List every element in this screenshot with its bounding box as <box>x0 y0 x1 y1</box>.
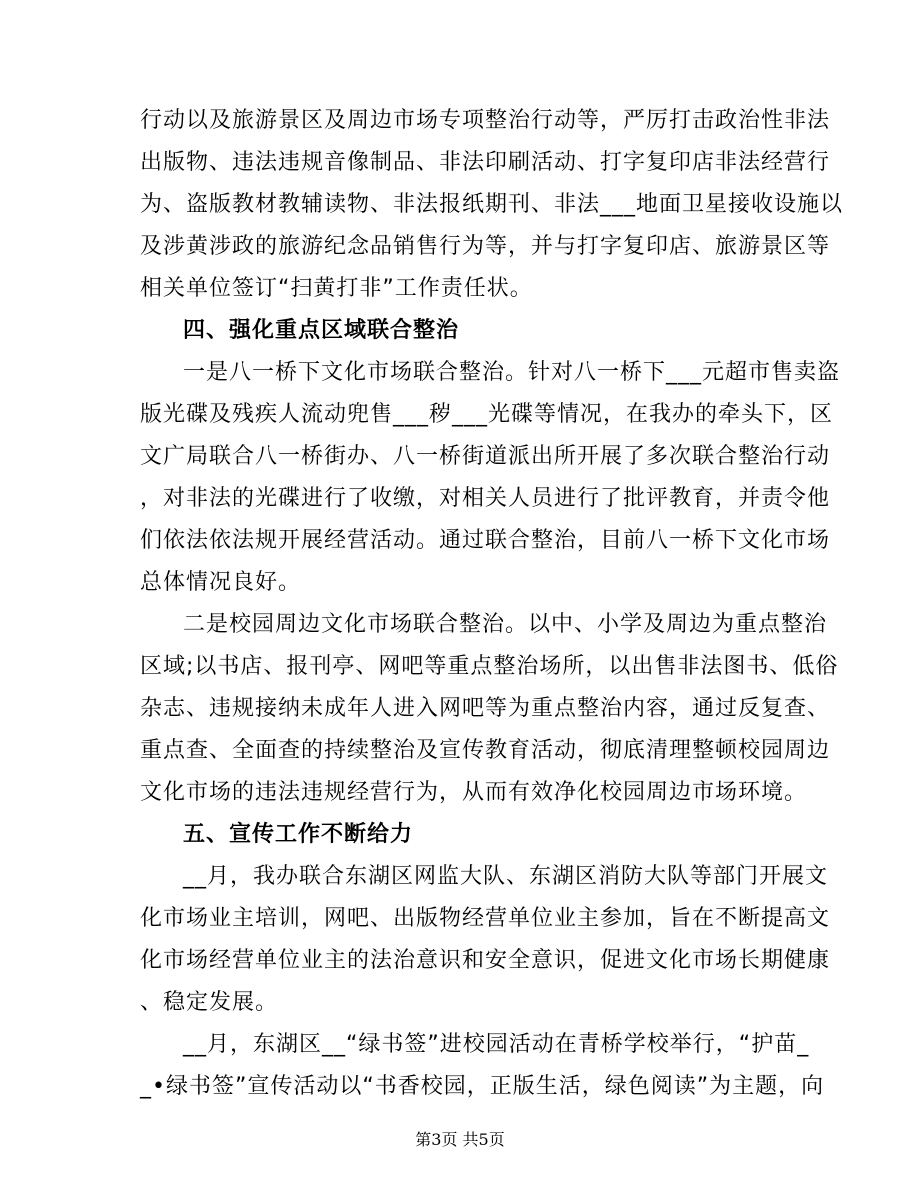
body-text-line: 重点查、全面查的持续整治及宣传教育活动，彻底清理整顿校园周边 <box>140 738 831 763</box>
body-text-line: 化市场业主培训，网吧、出版物经营单位业主参加，旨在不断提高文 <box>140 906 831 931</box>
body-text-line: 版光碟及残疾人流动兜售___秽___光碟等情况，在我办的牵头下，区 <box>140 402 834 427</box>
body-text-line: 、稳定发展。 <box>140 990 279 1015</box>
section-heading: 四、强化重点区域联合整治 <box>183 318 460 343</box>
body-text-line: 总体情况良好。 <box>140 570 302 595</box>
section-heading: 五、宣传工作不断给力 <box>183 822 414 847</box>
body-text-line: 杂志、违规接纳未成年人进入网吧等为重点整治内容，通过反复查、 <box>140 696 831 721</box>
body-text-line: 行动以及旅游景区及周边市场专项整治行动等，严厉打击政治性非法 <box>140 108 831 133</box>
page-number-footer: 第3页 共5页 <box>415 1130 505 1149</box>
body-text-line: 们依法依法规开展经营活动。通过联合整治，目前八一桥下文化市场 <box>140 528 831 553</box>
body-text-line: __月，东湖区__“绿书签”进校园活动在青桥学校举行，“护苗_ <box>183 1032 810 1057</box>
body-text-line: 文广局联合八一桥街办、八一桥街道派出所开展了多次联合整治行动 <box>140 444 831 469</box>
body-text-line: 相关单位签订“扫黄打非”工作责任状。 <box>140 276 533 301</box>
body-text-line: 文化市场的违法违规经营行为，从而有效净化校园周边市场环境。 <box>140 780 808 805</box>
body-text-line: 二是校园周边文化市场联合整治。以中、小学及周边为重点整治 <box>183 612 828 637</box>
body-text-line: _•绿书签”宣传活动以“书香校园，正版生活，绿色阅读”为主题，向 <box>140 1074 825 1099</box>
body-text-line: 区域;以书店、报刊亭、网吧等重点整治场所，以出售非法图书、低俗 <box>140 654 839 679</box>
body-text-line: __月，我办联合东湖区网监大队、东湖区消防大队等部门开展文 <box>183 864 829 889</box>
body-text-line: ，对非法的光碟进行了收缴，对相关人员进行了批评教育，并责令他 <box>140 486 831 511</box>
body-text-line: 为、盗版教材教辅读物、非法报纸期刊、非法___地面卫星接收设施以 <box>140 192 844 217</box>
body-text-line: 化市场经营单位业主的法治意识和安全意识，促进文化市场长期健康 <box>140 948 831 973</box>
body-text-line: 及涉黄涉政的旅游纪念品销售行为等，并与打字复印店、旅游景区等 <box>140 234 831 259</box>
body-text-line: 出版物、违法违规音像制品、非法印刷活动、打字复印店非法经营行 <box>140 150 831 175</box>
body-text-line: 一是八一桥下文化市场联合整治。针对八一桥下___元超市售卖盗 <box>183 360 841 385</box>
